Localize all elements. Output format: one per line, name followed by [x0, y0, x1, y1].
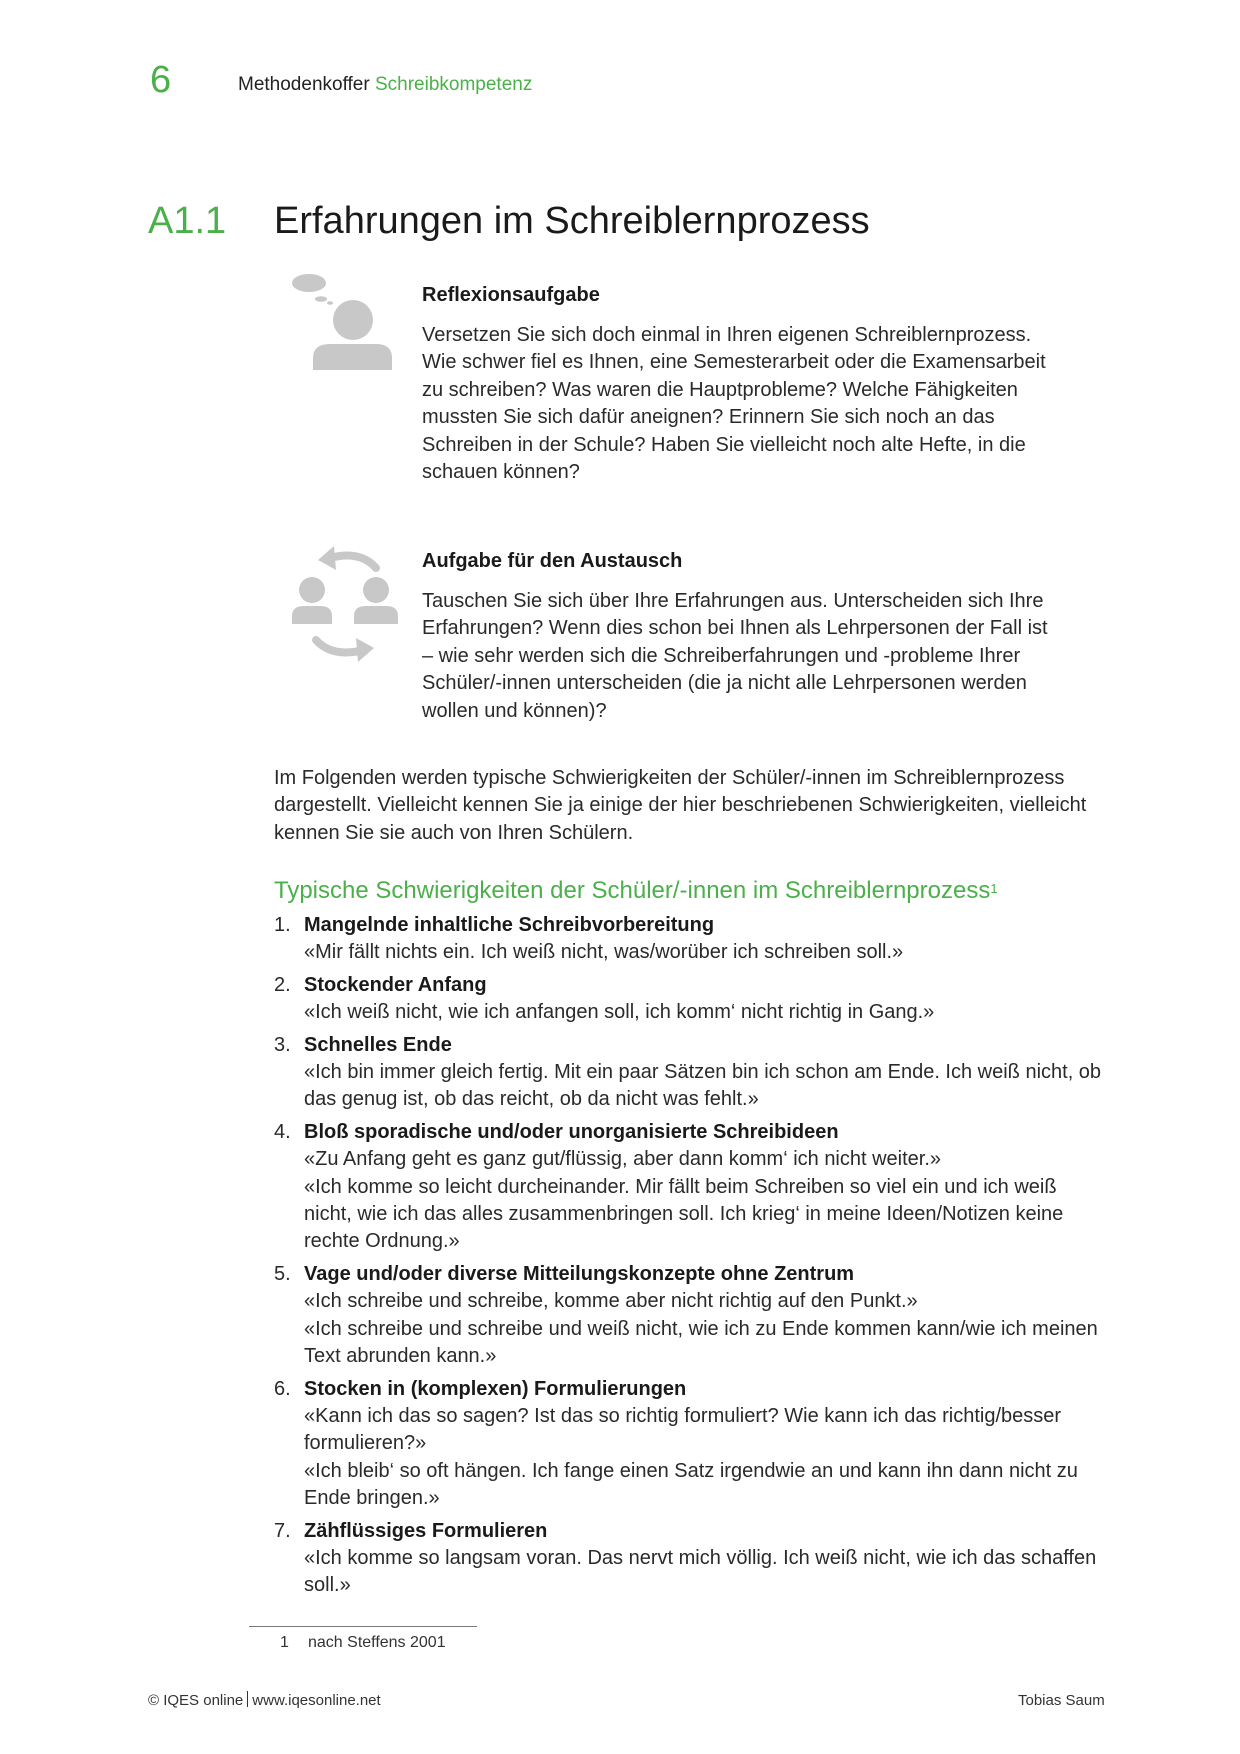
item-number: 7.	[274, 1519, 291, 1542]
difficulties-list	[274, 912, 1104, 1605]
list-item	[274, 972, 1104, 1027]
page-number: 6	[150, 59, 172, 101]
item-number: 2.	[274, 973, 291, 996]
exchange-task	[422, 548, 1062, 725]
footnote-text: nach Steffens 2001	[308, 1634, 446, 1651]
footnote-divider	[249, 1626, 477, 1627]
item-quote: «Ich weiß nicht, wie ich anfangen soll, ich komm‘ nicht richtig in Gang.»	[304, 1001, 935, 1024]
item-title: Zähflüssiges Formulieren	[304, 1519, 548, 1542]
list-item	[274, 1032, 1104, 1114]
footer-copyright: © IQES online	[148, 1692, 244, 1709]
item-title: Vage und/oder diverse Mitteilungskonzepte ohne Zentrum	[304, 1262, 855, 1285]
item-number: 1.	[274, 914, 291, 936]
section-number: A1.1	[148, 200, 227, 242]
footer-left	[148, 1691, 381, 1711]
footnote-ref[interactable]: 1	[990, 881, 998, 896]
list-heading	[274, 876, 998, 906]
item-quote: «Ich bin immer gleich fertig. Mit ein paar Sätzen bin ich schon am Ende. Ich weiß nicht, ob das genug ist, ob das reicht, ob da nicht was fehlt.»	[304, 1061, 1102, 1111]
running-head-accent: Schreibkompetenz	[374, 74, 533, 95]
reflection-task	[422, 282, 1062, 486]
item-title: Bloß sporadische und/oder unorganisierte Schreibideen	[304, 1120, 839, 1143]
item-number: 3.	[274, 1033, 291, 1056]
footer-author: Tobias Saum	[1018, 1692, 1105, 1709]
item-title: Stockender Anfang	[304, 973, 487, 996]
item-title: Schnelles Ende	[304, 1033, 452, 1056]
item-quote: «Zu Anfang geht es ganz gut/flüssig, aber dann komm‘ ich nicht weiter.»	[304, 1148, 942, 1171]
item-number: 6.	[274, 1377, 291, 1400]
task-title: Reflexionsaufgabe	[422, 284, 600, 306]
item-quote: «Mir fällt nichts ein. Ich weiß nicht, was/worüber ich schreiben soll.»	[304, 941, 904, 964]
item-quote: «Ich komme so leicht durcheinander. Mir fällt beim Schreiben so viel ein und ich weiß nicht, wie ich das alles zusammenbringen soll. Ich krieg‘ in meine Ideen/Notizen keine rechte Ordnung.»	[304, 1175, 1064, 1253]
footer-separator	[247, 1691, 248, 1707]
task-body: Versetzen Sie sich doch einmal in Ihren eigenen Schreiblernprozess. Wie schwer fiel es Ihnen, eine Semesterarbeit oder die Examensarbeit zu schreiben? Was waren die Hauptprobleme? Welche Fähigkeiten mussten Sie sich dafür aneignen? Erinnern Sie sich noch an das Schreiben in der Schule? Haben Sie vielleicht noch alte Hefte, in die schauen können?	[422, 324, 1046, 484]
task-title: Aufgabe für den Austausch	[422, 550, 683, 572]
thinking-person-icon	[290, 274, 402, 370]
running-head-prefix: Methodenkoffer	[238, 74, 370, 95]
item-quote: «Ich komme so langsam voran. Das nervt mich völlig. Ich weiß nicht, wie ich das schaffen soll.»	[304, 1546, 1097, 1597]
task-body: Tauschen Sie sich über Ihre Erfahrungen aus. Unterscheiden sich Ihre Erfahrungen? Wenn dies schon bei Ihnen als Lehrpersonen der Fall ist – wie sehr werden sich die Schreiberfahrungen und -probleme Ihrer Schüler/-innen unterscheiden (die ja nicht alle Lehrpersonen werden wollen und können)?	[422, 590, 1048, 722]
footer-url-link[interactable]: www.iqesonline.net	[252, 1692, 381, 1709]
list-item	[274, 912, 1104, 967]
list-item	[274, 1261, 1104, 1371]
list-item	[274, 1376, 1104, 1513]
item-title: Mangelnde inhaltliche Schreibvorbereitung	[304, 914, 715, 936]
list-item	[274, 1119, 1104, 1256]
item-quote: «Ich schreibe und schreibe und weiß nicht, wie ich zu Ende kommen kann/wie ich meinen Text abrunden kann.»	[304, 1317, 1098, 1368]
item-quote: «Ich schreibe und schreibe, komme aber nicht richtig auf den Punkt.»	[304, 1290, 918, 1313]
item-quote: «Kann ich das so sagen? Ist das so richtig formuliert? Wie kann ich das richtig/besser formulieren?»	[304, 1404, 1062, 1455]
item-number: 5.	[274, 1262, 291, 1285]
exchange-people-icon	[290, 546, 402, 662]
footnote-number: 1	[280, 1634, 289, 1651]
item-quote: «Ich bleib‘ so oft hängen. Ich fange einen Satz irgendwie an und kann ihn dann nicht zu Ende bringen.»	[304, 1459, 1078, 1510]
intro-paragraph: Im Folgenden werden typische Schwierigkeiten der Schüler/-innen im Schreiblernprozess dargestellt. Vielleicht kennen Sie ja einige der hier beschriebenen Schwierigkeiten, vielleicht kennen Sie sie auch von Ihren Schülern.	[274, 767, 1087, 844]
list-heading-text: Typische Schwierigkeiten der Schüler/-innen im Schreiblernprozess	[274, 877, 991, 904]
section-title: Erfahrungen im Schreiblernprozess	[274, 200, 870, 242]
item-number: 4.	[274, 1120, 291, 1143]
list-item	[274, 1518, 1104, 1600]
item-title: Stocken in (komplexen) Formulierungen	[304, 1377, 687, 1400]
footnote	[280, 1633, 446, 1653]
running-head	[238, 73, 532, 97]
